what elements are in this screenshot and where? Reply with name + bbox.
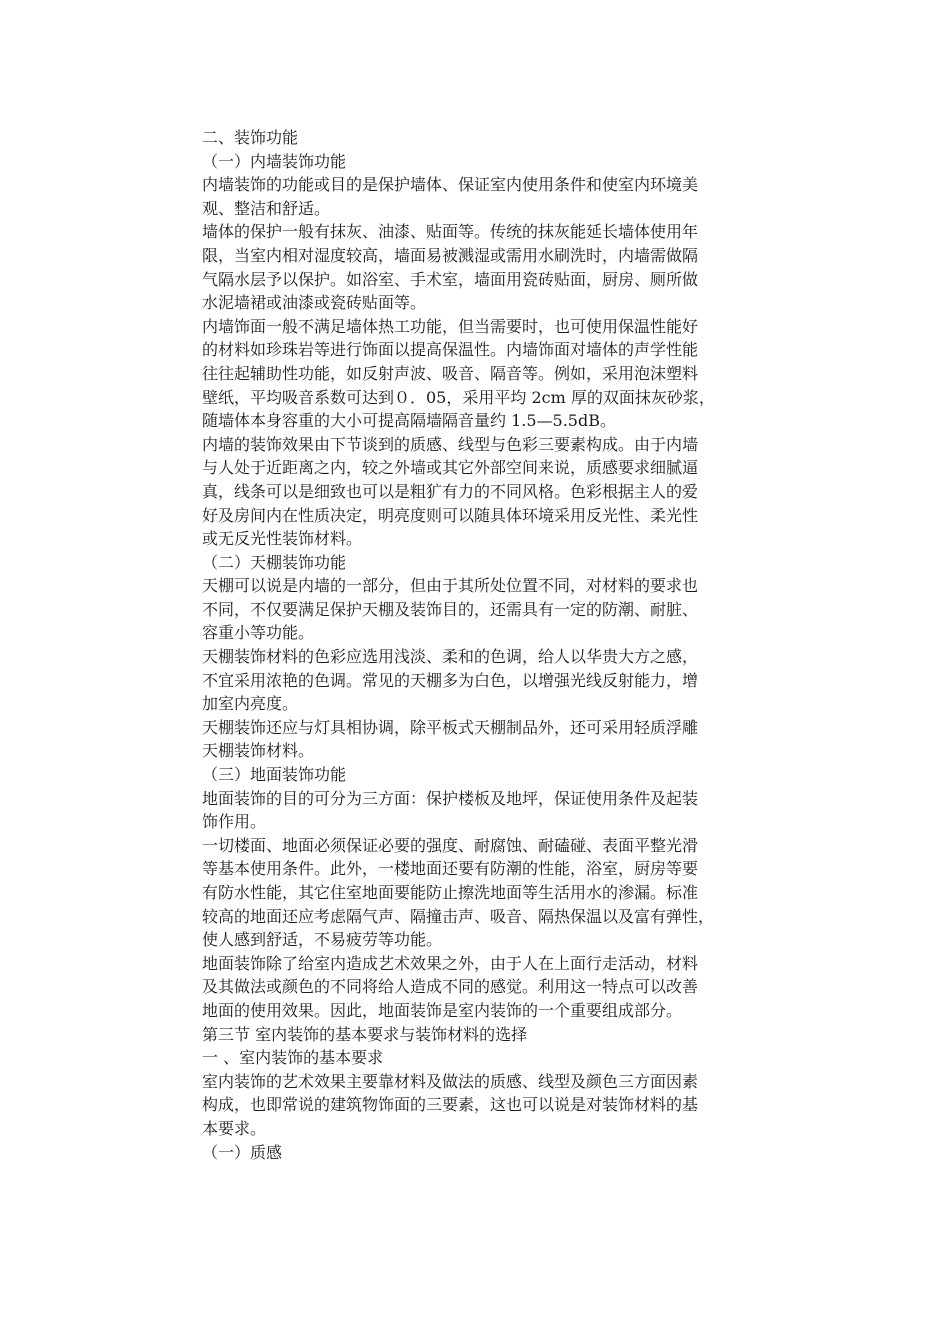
text-line: 天棚装饰还应与灯具相协调，除平板式天棚制品外，还可采用轻质浮雕 [202,717,699,737]
text-line: 水泥墙裙或油漆或瓷砖贴面等。 [202,293,427,313]
text-line: 不同，不仅要满足保护天棚及装饰目的，还需具有一定的防潮、耐脏、 [202,599,699,619]
section-heading-basic-requirements: 一 、室内装饰的基本要求 [202,1048,384,1068]
chapter-heading-section-three: 第三节 室内装饰的基本要求与装饰材料的选择 [202,1024,528,1044]
text-line: 内墙饰面一般不满足墙体热工功能，但当需要时，也可使用保温性能好 [202,316,699,336]
text-line: 往往起辅助性功能，如反射声波、吸音、隔音等。例如，采用泡沫塑料 [202,363,699,383]
text-line: 加室内亮度。 [202,694,299,714]
text-line: 天棚装饰材料。 [202,741,315,761]
section-heading-decoration-functions: 二、装饰功能 [202,128,299,147]
text-line: 容重小等功能。 [202,623,315,643]
text-line: 及其做法或颜色的不同将给人造成不同的感觉。利用这一特点可以改善 [202,977,699,997]
text-line: 内墙装饰的功能或目的是保护墙体、保证室内使用条件和使室内环境美 [202,175,699,195]
text-line: 观、整洁和舒适。 [202,198,331,218]
text-line: 饰作用。 [202,812,267,832]
text-line: 等基本使用条件。此外，一楼地面还要有防潮的性能，浴室，厨房等要 [202,859,699,879]
text-line: 室内装饰的艺术效果主要靠材料及做法的质感、线型及颜色三方面因素 [202,1071,699,1091]
text-line: 本要求。 [202,1118,267,1138]
text-line: 气隔水层予以保护。如浴室、手术室，墙面用瓷砖贴面，厨房、厕所做 [202,269,699,289]
text-line: 的材料如珍珠岩等进行饰面以提高保温性。内墙饰面对墙体的声学性能 [202,340,699,360]
text-line: 天棚可以说是内墙的一部分，但由于其所处位置不同，对材料的要求也 [202,576,699,596]
text-line: 地面装饰的目的可分为三方面：保护楼板及地坪，保证使用条件及起装 [202,788,699,808]
text-line: 或无反光性装饰材料。 [202,529,363,549]
text-line: 一切楼面、地面必须保证必要的强度、耐腐蚀、耐磕碰、表面平整光滑 [202,835,699,855]
text-line: 墙体的保护一般有抹灰、油漆、贴面等。传统的抹灰能延长墙体使用年 [202,222,699,242]
text-line: 构成，也即常说的建筑物饰面的三要素，这也可以说是对装饰材料的基 [202,1095,699,1115]
text-line: 不宜采用浓艳的色调。常见的天棚多为白色，以增强光线反射能力，增 [202,670,699,690]
subsection-heading-texture: （一）质感 [202,1142,283,1162]
text-line: 较高的地面还应考虑隔气声、隔撞击声、吸音、隔热保温以及富有弹性， [202,906,715,926]
text-line: 使人感到舒适，不易疲劳等功能。 [202,930,443,950]
subsection-heading-floor: （三）地面装饰功能 [202,765,347,785]
text-line: 有防水性能，其它住室地面要能防止擦洗地面等生活用水的渗漏。标准 [202,883,699,902]
subsection-heading-interior-wall: （一）内墙装饰功能 [202,151,347,171]
text-line: 壁纸，平均吸音系数可达到０．05，采用平均 2cm 厚的双面抹灰砂浆， [202,387,715,407]
text-line: 好及房间内在性质决定，明亮度则可以随具体环境采用反光性、柔光性 [202,505,699,525]
text-line: 真，线条可以是细致也可以是粗犷有力的不同风格。色彩根据主人的爱 [202,481,699,501]
text-line: 地面装饰除了给室内造成艺术效果之外，由于人在上面行走活动，材料 [202,953,699,973]
document-page [202,126,814,1164]
text-line: 天棚装饰材料的色彩应选用浅淡、柔和的色调，给人以华贵大方之感， [202,647,699,667]
text-line: 随墙体本身容重的大小可提高隔墙隔音量约 1.5—5.5dB。 [202,411,616,431]
subsection-heading-ceiling: （二）天棚装饰功能 [202,552,347,572]
text-line: 与人处于近距离之内，较之外墙或其它外部空间来说，质感要求细腻逼 [202,458,699,478]
text-line: 地面的使用效果。因此，地面装饰是室内装饰的一个重要组成部分。 [202,1000,683,1020]
text-line: 限，当室内相对湿度较高，墙面易被溅湿或需用水刷洗时，内墙需做隔 [202,245,699,265]
text-line: 内墙的装饰效果由下节谈到的质感、线型与色彩三要素构成。由于内墙 [202,434,699,454]
